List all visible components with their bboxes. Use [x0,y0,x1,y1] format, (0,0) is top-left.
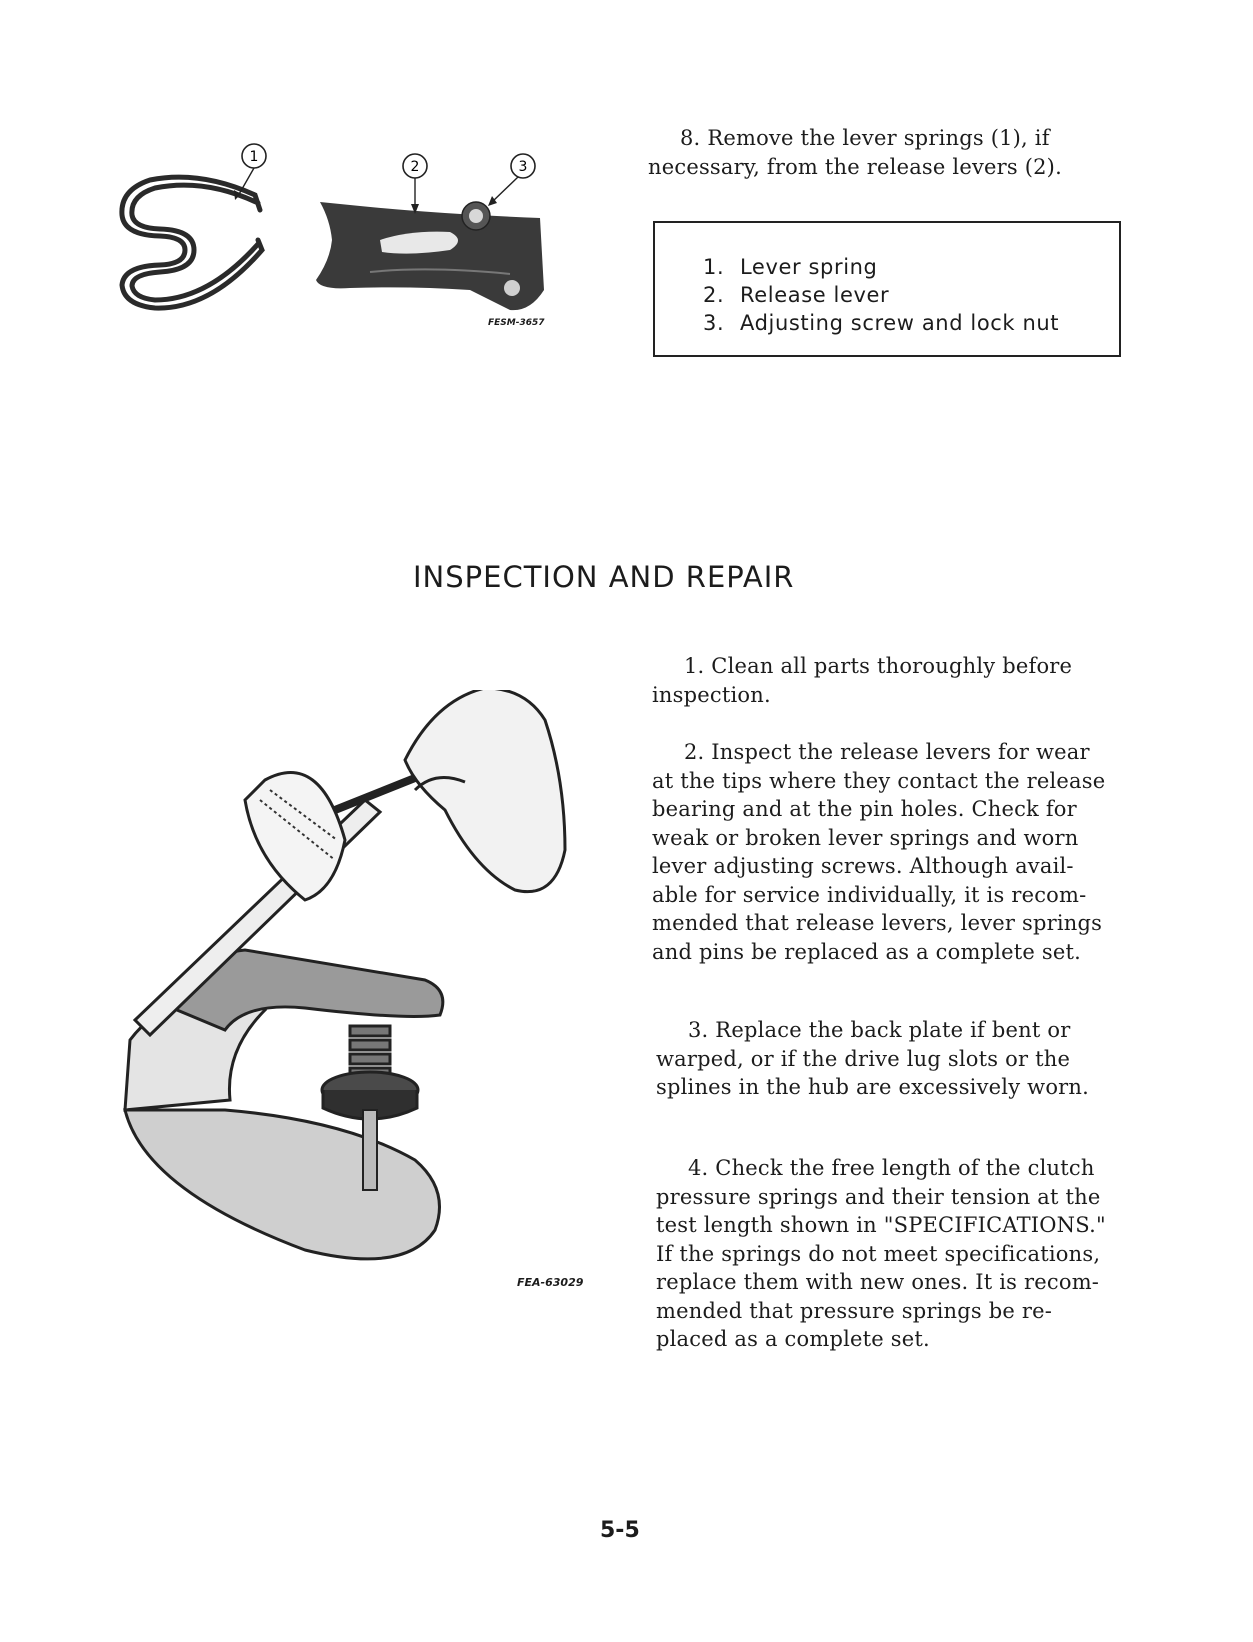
step-2-paragraph [652,738,1142,966]
step-4-line: pressure springs and their tension at the [656,1184,1101,1209]
release-lever-drawing [316,202,544,310]
figure-lever-spring-release-lever [110,140,580,340]
step-3-line: splines in the hub are excessively worn. [656,1075,1090,1099]
page-number: 5-5 [600,1518,640,1543]
step-2-line: and pins be replaced as a complete set. [652,939,1082,964]
svg-text:2: 2 [410,159,420,175]
step-3-line: 3. Replace the back plate if bent or [688,1018,1071,1042]
step-4-paragraph [656,1154,1146,1354]
legend-box [653,221,1121,357]
step-2-line: lever adjusting screws. Although avail- [652,854,1074,878]
step-4-line: replace them with new ones. It is recom- [656,1270,1100,1294]
step-2-line: at the tips where they contact the release [652,768,1106,793]
svg-text:3: 3 [518,159,528,175]
step-8-line-2: necessary, from the release levers (2). [648,154,1062,179]
step-4-line: placed as a complete set. [656,1327,930,1351]
step-4-line: mended that pressure springs be re- [656,1298,1053,1323]
step-4-line: If the springs do not meet specifications, [656,1241,1101,1266]
step-2-line: able for service individually, it is recom- [652,882,1087,907]
step-1-paragraph [652,652,1132,709]
callout-2 [403,154,427,214]
legend-item: 1. Lever spring [703,255,878,279]
svg-text:1: 1 [249,149,259,165]
callout-3 [488,154,535,206]
step-8-line-1: 8. Remove the lever springs (1), if [680,126,1050,150]
step-1-line: 1. Clean all parts thoroughly before [684,654,1073,678]
step-8-paragraph [648,124,1128,181]
step-2-line: 2. Inspect the release levers for wear [684,740,1090,764]
legend-item: 3. Adjusting screw and lock nut [703,311,1060,335]
section-heading: INSPECTION AND REPAIR [413,560,795,594]
legend-item: 2. Release lever [703,283,890,307]
step-3-line: warped, or if the drive lug slots or the [656,1046,1071,1071]
figure-1-label: FESM-3657 [488,318,545,328]
figure-2-label: FEA-63029 [517,1276,584,1289]
step-2-line: weak or broken lever springs and worn [652,825,1079,850]
legend-list [703,253,1059,337]
step-1-line: inspection. [652,682,771,707]
figure-spring-tester [105,690,615,1290]
step-2-line: mended that release levers, lever springs [652,911,1103,935]
step-3-paragraph [656,1016,1136,1102]
spring-tester-drawing [125,690,565,1259]
step-4-line: 4. Check the free length of the clutch [688,1156,1095,1180]
step-4-line: test length shown in "SPECIFICATIONS." [656,1213,1106,1237]
lever-spring-drawing [122,177,262,308]
step-2-line: bearing and at the pin holes. Check for [652,797,1077,821]
